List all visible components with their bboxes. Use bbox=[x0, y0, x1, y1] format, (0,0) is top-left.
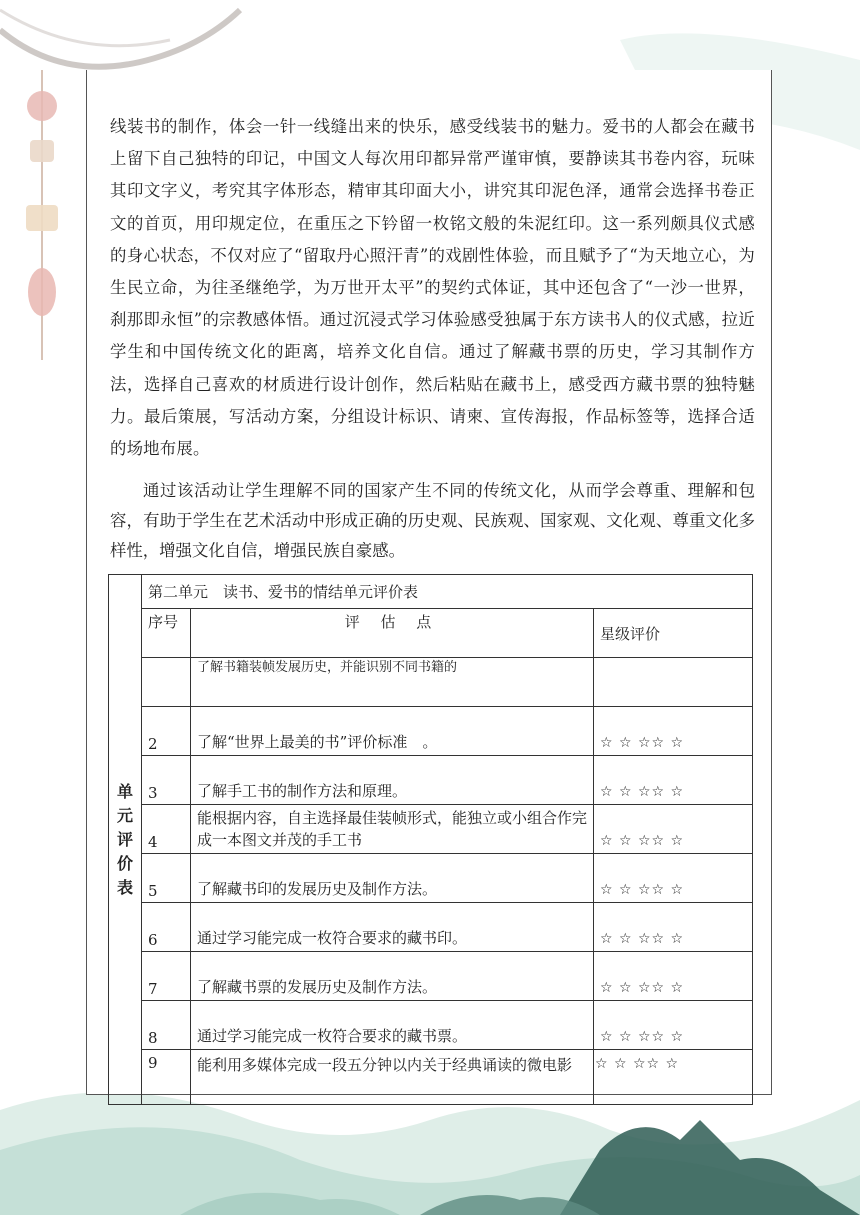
side-label-char: 元 bbox=[116, 805, 133, 825]
table-row bbox=[109, 805, 753, 854]
row-num: 6 bbox=[142, 903, 191, 952]
table-row bbox=[109, 1001, 753, 1050]
header-star: 星级评价 bbox=[594, 609, 753, 658]
row-num: 2 bbox=[142, 707, 191, 756]
row-point: 了解藏书印的发展历史及制作方法。 bbox=[191, 854, 594, 903]
table-row bbox=[109, 658, 753, 707]
side-label-char: 评 bbox=[116, 829, 133, 849]
row-num: 8 bbox=[142, 1001, 191, 1050]
row-star-rating: ☆ ☆ ☆☆ ☆ bbox=[594, 1050, 753, 1105]
row-star-rating: ☆ ☆ ☆☆ ☆ bbox=[594, 805, 753, 854]
table-title: 第二单元 读书、爱书的情结单元评价表 bbox=[142, 575, 753, 609]
row-num: 4 bbox=[142, 805, 191, 854]
table-row bbox=[109, 854, 753, 903]
row-point: 能根据内容，自主选择最佳装帧形式，能独立或小组合作完成一本图文并茂的手工书 bbox=[191, 805, 594, 854]
table-row bbox=[109, 1050, 753, 1105]
row-star-rating: ☆ ☆ ☆☆ ☆ bbox=[594, 903, 753, 952]
row-point: 了解藏书票的发展历史及制作方法。 bbox=[191, 952, 594, 1001]
row-star-rating bbox=[594, 658, 753, 707]
header-num: 序号 bbox=[142, 609, 191, 658]
table-row bbox=[109, 756, 753, 805]
row-point: 了解手工书的制作方法和原理。 bbox=[191, 756, 594, 805]
table-side-label bbox=[109, 575, 142, 1105]
table-row bbox=[109, 903, 753, 952]
body-paragraph-1: 线装书的制作，体会一针一线缝出来的快乐，感受线装书的魅力。爱书的人都会在藏书上留下自己独特的印记，中国文人每次用印都异常严谨审慎，要静读其书卷内容，玩味其印文字义，考究其字体形态，精审其印面大小，讲究其印泥色泽，通常会选择书卷正文的首页，用印规定位，在重压之下钤留一枚铭文般的朱泥红印。这一系列颇具仪式感的身心状态，不仅对应了“留取丹心照汗青”的戏剧性体验，而且赋予了“为天地立心，为生民立命，为往圣继绝学，为万世开太平”的契约式体证，其中还包含了“一沙一世界，刹那即永恒”的宗教感体悟。通过沉浸式学习体验感受独属于东方读书人的仪式感，拉近学生和中国传统文化的距离，培养文化自信。通过了解藏书票的历史，学习其制作方法，选择自己喜欢的材质进行设计创作，然后粘贴在藏书上，感受西方藏书票的独特魅力。最后策展，写活动方案，分组设计标识、请柬、宣传海报，作品标签等，选择合适的场地布展。 bbox=[110, 117, 755, 459]
row-point: 了解“世界上最美的书”评价标准 。 bbox=[191, 707, 594, 756]
row-star-rating: ☆ ☆ ☆☆ ☆ bbox=[594, 952, 753, 1001]
row-star-rating: ☆ ☆ ☆☆ ☆ bbox=[594, 707, 753, 756]
row-point: 通过学习能完成一枚符合要求的藏书票。 bbox=[191, 1001, 594, 1050]
row-star-rating: ☆ ☆ ☆☆ ☆ bbox=[594, 854, 753, 903]
table-row bbox=[109, 707, 753, 756]
unit-evaluation-table bbox=[108, 574, 753, 1105]
row-star-rating: ☆ ☆ ☆☆ ☆ bbox=[594, 1001, 753, 1050]
row-num: 5 bbox=[142, 854, 191, 903]
side-label-char: 单 bbox=[116, 781, 133, 801]
row-num bbox=[142, 658, 191, 707]
row-point: 能利用多媒体完成一段五分钟以内关于经典诵读的微电影 bbox=[191, 1050, 594, 1105]
row-num: 3 bbox=[142, 756, 191, 805]
side-label-char: 价 bbox=[116, 853, 133, 873]
row-num: 9 bbox=[142, 1050, 191, 1105]
header-point: 评 估 点 bbox=[191, 609, 594, 658]
row-star-rating: ☆ ☆ ☆☆ ☆ bbox=[594, 756, 753, 805]
body-paragraph-2: 通过该活动让学生理解不同的国家产生不同的传统文化，从而学会尊重、理解和包容，有助于学生在艺术活动中形成正确的历史观、民族观、国家观、文化观、尊重文化多样性，增强文化自信，增强民族自豪感。 bbox=[110, 481, 755, 560]
side-label-char: 表 bbox=[116, 877, 133, 897]
table-row bbox=[109, 952, 753, 1001]
row-point: 通过学习能完成一枚符合要求的藏书印。 bbox=[191, 903, 594, 952]
row-point: 了解书籍装帧发展历史，并能识别不同书籍的 bbox=[191, 658, 594, 707]
row-num: 7 bbox=[142, 952, 191, 1001]
